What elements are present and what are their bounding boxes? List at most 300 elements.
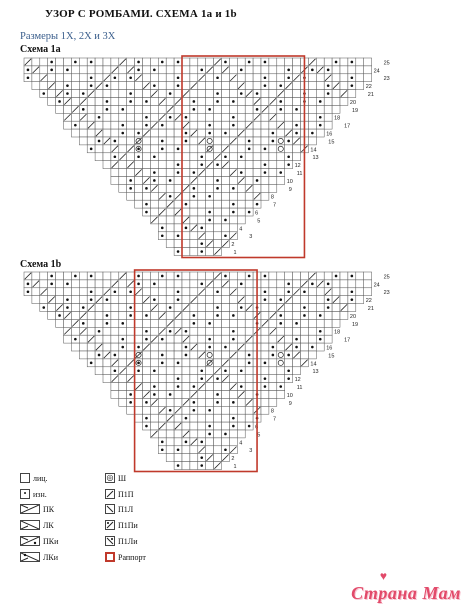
- chart-cell: [103, 367, 111, 375]
- chart-cell: [182, 82, 190, 90]
- chart-cell: [261, 184, 269, 192]
- chart-cell: [95, 98, 103, 106]
- chart-cell: [143, 74, 151, 82]
- chart-cell: [229, 304, 237, 312]
- chart-cell: [182, 145, 190, 153]
- purl-dot: [319, 124, 322, 127]
- chart-cell: [111, 296, 119, 304]
- chart-cell: [40, 82, 48, 90]
- row-number: 14: [310, 361, 317, 368]
- chart-cell: [119, 296, 127, 304]
- row-number: 9: [288, 400, 292, 407]
- chart-cell: [269, 105, 277, 113]
- purl-dot: [216, 377, 219, 380]
- chart-cell: [222, 90, 230, 98]
- chart-cell: [71, 312, 79, 320]
- chart-cell: [277, 129, 285, 137]
- chart-cell: [261, 280, 269, 288]
- purl-dot: [216, 306, 219, 309]
- chart-cell: [293, 327, 301, 335]
- purl-dot: [248, 275, 251, 278]
- chart-cell: [206, 58, 214, 66]
- chart-cell: [269, 177, 277, 185]
- purl-dot: [185, 417, 188, 420]
- chart-cell: [261, 351, 269, 359]
- chart-cell: [182, 375, 190, 383]
- chart-cell: [324, 335, 332, 343]
- chart-cell: [340, 312, 348, 320]
- chart-cell: [214, 105, 222, 113]
- legend-label: П1Пи: [118, 520, 138, 530]
- chart-cell: [166, 280, 174, 288]
- purl-dot: [145, 187, 148, 190]
- chart-cell: [150, 422, 158, 430]
- chart-cell: [222, 200, 230, 208]
- chart-cell: [324, 327, 332, 335]
- purl-dot: [240, 306, 243, 309]
- purl-dot: [311, 283, 314, 286]
- chart-cell: [222, 105, 230, 113]
- chart-cell: [308, 74, 316, 82]
- chart-cell: [293, 367, 301, 375]
- chart-cell: [214, 414, 222, 422]
- purl-dot: [279, 84, 282, 87]
- chart-cell: [166, 398, 174, 406]
- chart-cell: [119, 137, 127, 145]
- chart-cell: [214, 446, 222, 454]
- purl-dot: [264, 163, 267, 166]
- purl-dot: [216, 92, 219, 95]
- chart-cell: [293, 90, 301, 98]
- purl-dot: [279, 385, 282, 388]
- chart-cell: [158, 304, 166, 312]
- chart-cell: [229, 272, 237, 280]
- chart-cell: [237, 208, 245, 216]
- chart-cell: [150, 192, 158, 200]
- sizes-line: Размеры 1X, 2X и 3X: [20, 31, 116, 42]
- purl-dot: [319, 116, 322, 119]
- chart-cell: [285, 312, 293, 320]
- purl-dot: [224, 155, 227, 158]
- row-number: 5: [257, 432, 261, 439]
- chart-cell: [285, 304, 293, 312]
- chart-cell: [316, 129, 324, 137]
- chart-cell: [158, 398, 166, 406]
- chart-cell: [340, 74, 348, 82]
- purl-dot: [248, 211, 251, 214]
- chart-cell: [32, 272, 40, 280]
- chart-cell: [293, 66, 301, 74]
- purl-dot: [295, 346, 298, 349]
- chart-cell: [135, 414, 143, 422]
- chart-cell: [237, 105, 245, 113]
- chart-cell: [166, 66, 174, 74]
- chart-cell: [229, 216, 237, 224]
- chart-cell: [261, 304, 269, 312]
- chart-cell: [174, 398, 182, 406]
- chart-cell: [174, 66, 182, 74]
- chart-cell: [285, 105, 293, 113]
- chart-cell: [293, 58, 301, 66]
- chart-cell: [198, 272, 206, 280]
- chart-cell: [293, 280, 301, 288]
- purl-dot: [137, 155, 140, 158]
- chart-cell: [174, 280, 182, 288]
- chart-cell: [245, 312, 253, 320]
- chart-cell: [356, 272, 364, 280]
- chart-cell: [135, 82, 143, 90]
- row-number: 25: [383, 60, 390, 67]
- purl-dot: [90, 362, 93, 365]
- chart-cell: [222, 312, 230, 320]
- chart-cell: [348, 90, 356, 98]
- purl-dot: [129, 401, 132, 404]
- chart-cell: [166, 184, 174, 192]
- row-number: 17: [344, 337, 351, 344]
- purl-dot: [224, 234, 227, 237]
- purl-dot: [216, 100, 219, 103]
- chart-cell: [229, 145, 237, 153]
- chart-cell: [198, 343, 206, 351]
- chart-cell: [253, 145, 261, 153]
- chart-cell: [48, 312, 56, 320]
- row-number: 13: [312, 155, 319, 162]
- purl-dot: [264, 76, 267, 79]
- purl-dot: [272, 140, 275, 143]
- chart-cell: [111, 304, 119, 312]
- purl-dot: [264, 84, 267, 87]
- chart-cell: [356, 280, 364, 288]
- chart-cell: [214, 296, 222, 304]
- purl-dot: [121, 108, 124, 111]
- chart-cell: [174, 153, 182, 161]
- chart-cell: [48, 288, 56, 296]
- purl-dot: [42, 306, 45, 309]
- chart-cell: [237, 312, 245, 320]
- purl-dot: [295, 132, 298, 135]
- chart-cell: [277, 280, 285, 288]
- chart-cell: [56, 58, 64, 66]
- chart-cell: [198, 208, 206, 216]
- purl-dot: [351, 275, 354, 278]
- purl-dot: [208, 346, 211, 349]
- chart-cell: [229, 192, 237, 200]
- chart-cell: [222, 383, 230, 391]
- purl-dot: [121, 132, 124, 135]
- chart-cell: [269, 145, 277, 153]
- purl-dot: [232, 417, 235, 420]
- chart-cell: [79, 74, 87, 82]
- purl-dot: [287, 377, 290, 380]
- chart-cell: [166, 430, 174, 438]
- chart-cell: [64, 74, 72, 82]
- purl-dot: [335, 61, 338, 64]
- chart-cell: [143, 66, 151, 74]
- purl-dot: [232, 338, 235, 341]
- purl-dot: [185, 354, 188, 357]
- chart-cell: [316, 319, 324, 327]
- purl-dot: [279, 322, 282, 325]
- chart-cell: [135, 161, 143, 169]
- chart-cell: [222, 137, 230, 145]
- chart-cell: [166, 98, 174, 106]
- chart-cell: [206, 232, 214, 240]
- purl-dot: [232, 100, 235, 103]
- chart-cell: [166, 161, 174, 169]
- chart-cell: [261, 327, 269, 335]
- chart-cell: [135, 296, 143, 304]
- purl-dot: [295, 338, 298, 341]
- chart-cell: [206, 98, 214, 106]
- chart-cell: [143, 351, 151, 359]
- chart-cell: [135, 105, 143, 113]
- chart-cell: [95, 105, 103, 113]
- chart-cell: [293, 359, 301, 367]
- right-cross-purl-icon: [20, 536, 40, 546]
- chart-cell: [103, 327, 111, 335]
- chart-cell: [166, 82, 174, 90]
- chart-cell: [198, 319, 206, 327]
- chart-cell: [111, 312, 119, 320]
- purl-dot: [248, 362, 251, 365]
- chart-cell: [237, 272, 245, 280]
- legend-p1li: [105, 536, 137, 546]
- row-number: 20: [349, 313, 357, 320]
- purl-dot: [303, 314, 306, 317]
- chart-cell: [143, 58, 151, 66]
- chart-cell: [87, 280, 95, 288]
- purl-dot: [114, 369, 117, 372]
- chart-cell: [214, 327, 222, 335]
- chart-cell: [166, 145, 174, 153]
- chart-cell: [182, 367, 190, 375]
- chart-cell: [301, 335, 309, 343]
- chart-cell: [261, 406, 269, 414]
- chart-cell: [64, 319, 72, 327]
- chart-cell: [269, 184, 277, 192]
- chart-cell: [206, 383, 214, 391]
- purl-dot: [200, 441, 203, 444]
- chart-cell: [95, 319, 103, 327]
- chart-cell: [79, 272, 87, 280]
- chart-cell: [111, 105, 119, 113]
- chart-cell: [127, 406, 135, 414]
- chart-cell: [127, 153, 135, 161]
- chart-cell: [222, 113, 230, 121]
- chart-cell: [119, 90, 127, 98]
- chart-cell: [269, 74, 277, 82]
- chart-cell: [237, 422, 245, 430]
- purl-dot: [121, 346, 124, 349]
- chart-cell: [158, 280, 166, 288]
- purl-dot: [295, 322, 298, 325]
- chart-cell: [324, 113, 332, 121]
- chart-cell: [166, 422, 174, 430]
- chart-cell: [95, 312, 103, 320]
- purl-dot: [74, 275, 77, 278]
- chart-cell: [277, 272, 285, 280]
- chart-cell: [87, 327, 95, 335]
- chart-cell: [87, 319, 95, 327]
- row-number: 1: [233, 250, 237, 256]
- chart-cell: [174, 391, 182, 399]
- purl-dot: [256, 108, 259, 111]
- chart-cell: [174, 430, 182, 438]
- chart-cell: [214, 113, 222, 121]
- chart-cell: [119, 98, 127, 106]
- row-number: 8: [270, 194, 274, 201]
- purl-dot: [287, 163, 290, 166]
- chart-cell: [214, 438, 222, 446]
- legend-repeat: [105, 552, 146, 562]
- chart-cell: [269, 319, 277, 327]
- purl-dot: [327, 69, 330, 72]
- repeat-box-icon: [105, 552, 115, 562]
- purl-dot: [256, 203, 259, 206]
- chart-cell: [229, 66, 237, 74]
- row-number: 22: [365, 84, 372, 91]
- purl-dot: [98, 140, 101, 143]
- chart-cell: [111, 90, 119, 98]
- legend-sh: [105, 473, 126, 483]
- chart-cell: [316, 74, 324, 82]
- purl-dot: [264, 385, 267, 388]
- row-number: 3: [249, 234, 253, 241]
- purl-dot: [193, 100, 196, 103]
- chart-cell: [95, 58, 103, 66]
- chart-cell: [316, 58, 324, 66]
- chart-cell: [158, 66, 166, 74]
- chart-cell: [87, 137, 95, 145]
- chart-cell: [135, 200, 143, 208]
- chart-cell: [308, 137, 316, 145]
- chart-cell: [182, 422, 190, 430]
- purl-dot: [169, 393, 172, 396]
- chart-cell: [71, 82, 79, 90]
- chart-cell: [222, 224, 230, 232]
- row-number: 5: [257, 218, 261, 225]
- chart-cell: [261, 391, 269, 399]
- purl-dot: [145, 211, 148, 214]
- chart-cell: [135, 391, 143, 399]
- chart-cell: [245, 296, 253, 304]
- chart-cell: [237, 398, 245, 406]
- chart-cell: [166, 288, 174, 296]
- purl-dot: [177, 275, 180, 278]
- chart-cell: [182, 66, 190, 74]
- purl-dot: [240, 69, 243, 72]
- chart-cell: [206, 398, 214, 406]
- purl-dot: [185, 227, 188, 230]
- row-number: 4: [239, 440, 243, 447]
- purl-dot: [185, 441, 188, 444]
- purl-dot: [66, 283, 69, 286]
- purl-dot: [208, 219, 211, 222]
- chart-cell: [222, 169, 230, 177]
- chart-cell: [174, 224, 182, 232]
- chart-cell: [135, 398, 143, 406]
- purl-dot: [177, 362, 180, 365]
- chart-cell: [229, 430, 237, 438]
- purl-dot: [106, 298, 109, 301]
- chart-cell: [127, 113, 135, 121]
- purl-dot: [232, 330, 235, 333]
- chart-cell: [253, 153, 261, 161]
- purl-dot: [169, 92, 172, 95]
- chart-cell: [166, 272, 174, 280]
- purl-dot: [137, 362, 140, 365]
- purl-dot: [121, 124, 124, 127]
- chart-cell: [182, 74, 190, 82]
- purl-dot: [208, 124, 211, 127]
- chart-cell: [40, 272, 48, 280]
- chart-cell: [237, 288, 245, 296]
- chart-cell: [198, 312, 206, 320]
- chart-cell: [269, 82, 277, 90]
- chart-cell: [277, 375, 285, 383]
- chart-cell: [40, 296, 48, 304]
- chart-cell: [87, 98, 95, 106]
- purl-dot: [177, 171, 180, 174]
- chart-cell: [64, 121, 72, 129]
- chart-cell: [95, 359, 103, 367]
- chart-cell: [158, 216, 166, 224]
- chart-cell: [229, 82, 237, 90]
- legend-pk: [20, 504, 54, 514]
- chart-cell: [261, 192, 269, 200]
- chart-cell: [111, 98, 119, 106]
- chart-cell: [79, 296, 87, 304]
- chart-cell: [245, 280, 253, 288]
- chart-cell: [364, 74, 372, 82]
- legend-label: ЛК: [43, 520, 54, 530]
- chart-cell: [166, 121, 174, 129]
- chart-cell: [143, 375, 151, 383]
- chart-cell: [222, 422, 230, 430]
- chart-cell: [285, 58, 293, 66]
- chart-cell: [237, 327, 245, 335]
- chart-cell: [158, 296, 166, 304]
- chart-cell: [269, 304, 277, 312]
- purl-dot: [200, 69, 203, 72]
- purl-dot: [169, 306, 172, 309]
- legend-label: изн.: [33, 489, 47, 499]
- row-number: 2: [231, 456, 235, 463]
- chart-cell: [348, 304, 356, 312]
- chart-cell: [237, 58, 245, 66]
- chart-cell: [340, 98, 348, 106]
- chart-cell: [158, 184, 166, 192]
- chart-cell: [79, 351, 87, 359]
- chart-cell: [135, 335, 143, 343]
- chart-cell: [79, 343, 87, 351]
- purl-dot: [129, 92, 132, 95]
- chart-1a: [24, 56, 390, 258]
- chart-cell: [214, 137, 222, 145]
- chart-cell: [237, 74, 245, 82]
- chart-cell: [158, 153, 166, 161]
- purl-dot: [327, 283, 330, 286]
- chart-cell: [206, 153, 214, 161]
- chart-cell: [237, 161, 245, 169]
- chart-cell: [71, 98, 79, 106]
- chart-cell: [206, 414, 214, 422]
- chart-cell: [253, 74, 261, 82]
- chart-cell: [150, 200, 158, 208]
- purl-dot: [216, 393, 219, 396]
- purl-dot: [185, 140, 188, 143]
- chart-cell: [190, 240, 198, 248]
